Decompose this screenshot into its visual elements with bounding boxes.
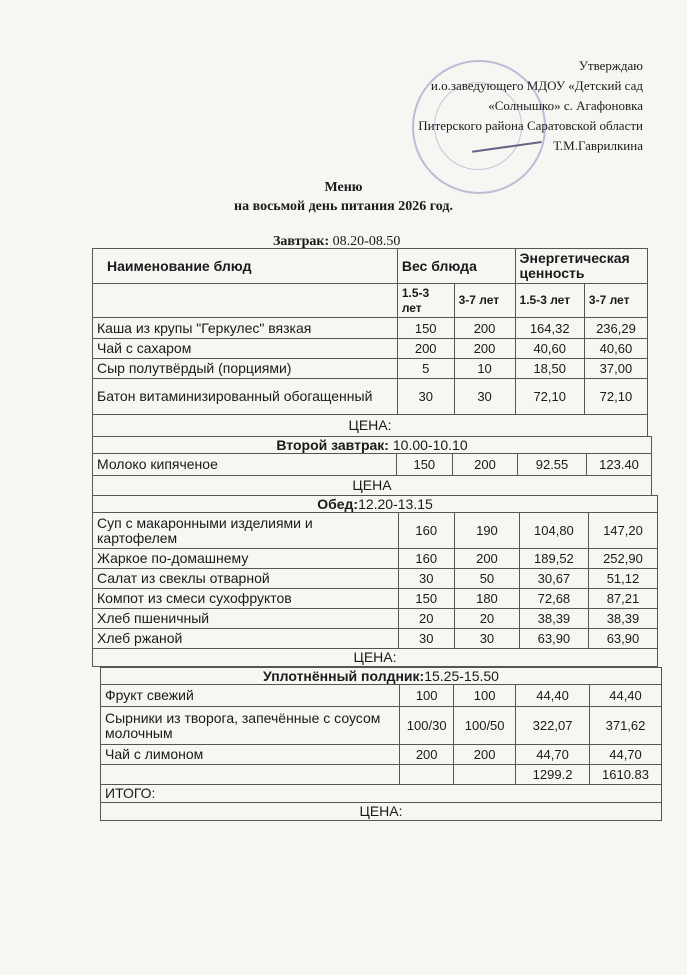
table-row (101, 685, 662, 707)
energy-cell: 40,60 (515, 339, 584, 359)
weight-cell: 30 (455, 629, 520, 649)
energy-cell: 189,52 (519, 549, 588, 569)
total-energy-cell: 1299.2 (516, 765, 590, 785)
weight-cell: 180 (455, 589, 520, 609)
energy-cell: 252,90 (588, 549, 657, 569)
dish-name: Молоко кипяченое (93, 454, 397, 476)
table-row (93, 379, 648, 415)
weight-cell: 100 (454, 685, 516, 707)
dish-name: Компот из смеси сухофруктов (93, 589, 399, 609)
energy-cell: 38,39 (519, 609, 588, 629)
price-row: ЦЕНА: (101, 803, 662, 821)
table-row (101, 745, 662, 765)
meal-time: 08.20-08.50 (332, 234, 401, 249)
energy-cell: 63,90 (519, 629, 588, 649)
weight-cell: 50 (455, 569, 520, 589)
weight-cell: 150 (396, 454, 453, 476)
weight-cell: 5 (397, 359, 454, 379)
meal-time: 10.00-10.10 (392, 436, 468, 453)
meal-name: Завтрак: (273, 234, 330, 249)
weight-cell: 200 (454, 318, 515, 339)
weight-cell: 200 (455, 549, 520, 569)
price-row: ЦЕНА: (93, 415, 648, 437)
table-row (93, 513, 658, 549)
dish-name: Чай с лимоном (101, 745, 400, 765)
header-name: Наименование блюд (93, 249, 398, 284)
approval-line: Т.М.Гаврилкина (553, 138, 643, 153)
approval-line: Утверждаю (578, 58, 643, 73)
energy-cell: 18,50 (515, 359, 584, 379)
header-age: 3-7 лет (454, 284, 515, 318)
energy-cell: 236,29 (584, 318, 647, 339)
meal-time: 15.25-15.50 (424, 667, 499, 684)
dish-name: Фрукт свежий (101, 685, 400, 707)
dish-name: Каша из крупы "Геркулес" вязкая (93, 318, 398, 339)
energy-cell: 322,07 (516, 707, 590, 745)
dish-name: Сыр полутвёрдый (порциями) (93, 359, 398, 379)
header-empty (93, 284, 398, 318)
energy-cell: 63,90 (588, 629, 657, 649)
weight-cell: 100/30 (400, 707, 454, 745)
table-row (101, 765, 662, 785)
approval-line: Питерского района Саратовской области (418, 118, 643, 133)
energy-cell: 72,10 (584, 379, 647, 415)
table-row (93, 318, 648, 339)
weight-cell: 30 (454, 379, 515, 415)
total-row: ИТОГО: (101, 785, 662, 803)
energy-cell: 30,67 (519, 569, 588, 589)
weight-cell: 30 (398, 569, 455, 589)
second-breakfast-table (92, 436, 652, 496)
dish-name: Суп с макаронными изделиями и картофелем (93, 513, 399, 549)
energy-cell: 147,20 (588, 513, 657, 549)
header-weight: Вес блюда (397, 249, 515, 284)
table-row (93, 359, 648, 379)
weight-cell: 20 (398, 609, 455, 629)
energy-cell: 40,60 (584, 339, 647, 359)
table-row (93, 569, 658, 589)
energy-cell: 123.40 (587, 454, 652, 476)
price-row: ЦЕНА (93, 476, 652, 496)
weight-cell: 10 (454, 359, 515, 379)
meal-name: Обед: (317, 495, 359, 512)
energy-cell: 72,68 (519, 589, 588, 609)
dish-name: Салат из свеклы отварной (93, 569, 399, 589)
approval-line: «Солнышко» с. Агафоновка (488, 98, 643, 113)
energy-cell: 44,70 (590, 745, 662, 765)
table-row (93, 549, 658, 569)
weight-cell: 200 (453, 454, 518, 476)
weight-cell: 200 (397, 339, 454, 359)
weight-cell (454, 765, 516, 785)
energy-cell: 371,62 (590, 707, 662, 745)
table-row (93, 339, 648, 359)
dish-name: Батон витаминизированный обогащенный (93, 379, 398, 415)
energy-cell: 92.55 (517, 454, 586, 476)
meal-label-snack (101, 668, 662, 685)
table-row (101, 707, 662, 745)
weight-cell: 20 (455, 609, 520, 629)
weight-cell: 190 (455, 513, 520, 549)
lunch-table (92, 495, 658, 667)
energy-cell: 37,00 (584, 359, 647, 379)
meal-name: Второй завтрак: (276, 436, 389, 453)
meal-name: Уплотнённый полдник: (263, 667, 425, 684)
energy-cell: 87,21 (588, 589, 657, 609)
approval-line: и.о.заведующего МДОУ «Детский сад (430, 78, 643, 93)
weight-cell: 200 (454, 339, 515, 359)
header-age: 3-7 лет (584, 284, 647, 318)
weight-cell: 160 (398, 549, 455, 569)
page-subtitle: на восьмой день питания 2026 год. (234, 199, 453, 214)
weight-cell: 30 (398, 629, 455, 649)
energy-cell: 38,39 (588, 609, 657, 629)
weight-cell (400, 765, 454, 785)
energy-cell: 51,12 (588, 569, 657, 589)
energy-cell: 44,40 (516, 685, 590, 707)
dish-name: Хлеб пшеничный (93, 609, 399, 629)
price-row: ЦЕНА: (93, 649, 658, 667)
energy-cell: 72,10 (515, 379, 584, 415)
weight-cell: 150 (398, 589, 455, 609)
header-age: 1.5-3 лет (397, 284, 454, 318)
table-row (93, 589, 658, 609)
breakfast-table (92, 248, 648, 437)
energy-cell: 44,40 (590, 685, 662, 707)
dish-name: Чай с сахаром (93, 339, 398, 359)
table-row (93, 629, 658, 649)
dish-name: Сырники из творога, запечённые с соусом молочным (101, 707, 400, 745)
weight-cell: 100 (400, 685, 454, 707)
dish-name (101, 765, 400, 785)
meal-time: 12.20-13.15 (358, 495, 433, 512)
table-row (93, 454, 652, 476)
weight-cell: 100/50 (454, 707, 516, 745)
energy-cell: 164,32 (515, 318, 584, 339)
header-age: 1.5-3 лет (515, 284, 584, 318)
dish-name: Жаркое по-домашнему (93, 549, 399, 569)
meal-label-lunch (93, 496, 658, 513)
header-energy: Энергетическая ценность (515, 249, 647, 284)
weight-cell: 150 (397, 318, 454, 339)
table-row (93, 609, 658, 629)
dish-name: Хлеб ржаной (93, 629, 399, 649)
energy-cell: 44,70 (516, 745, 590, 765)
weight-cell: 200 (454, 745, 516, 765)
weight-cell: 30 (397, 379, 454, 415)
energy-cell: 104,80 (519, 513, 588, 549)
snack-table (100, 667, 662, 821)
weight-cell: 200 (400, 745, 454, 765)
weight-cell: 160 (398, 513, 455, 549)
meal-label-second-breakfast (93, 437, 652, 454)
page-title: Меню (324, 180, 363, 195)
total-energy-cell: 1610.83 (590, 765, 662, 785)
